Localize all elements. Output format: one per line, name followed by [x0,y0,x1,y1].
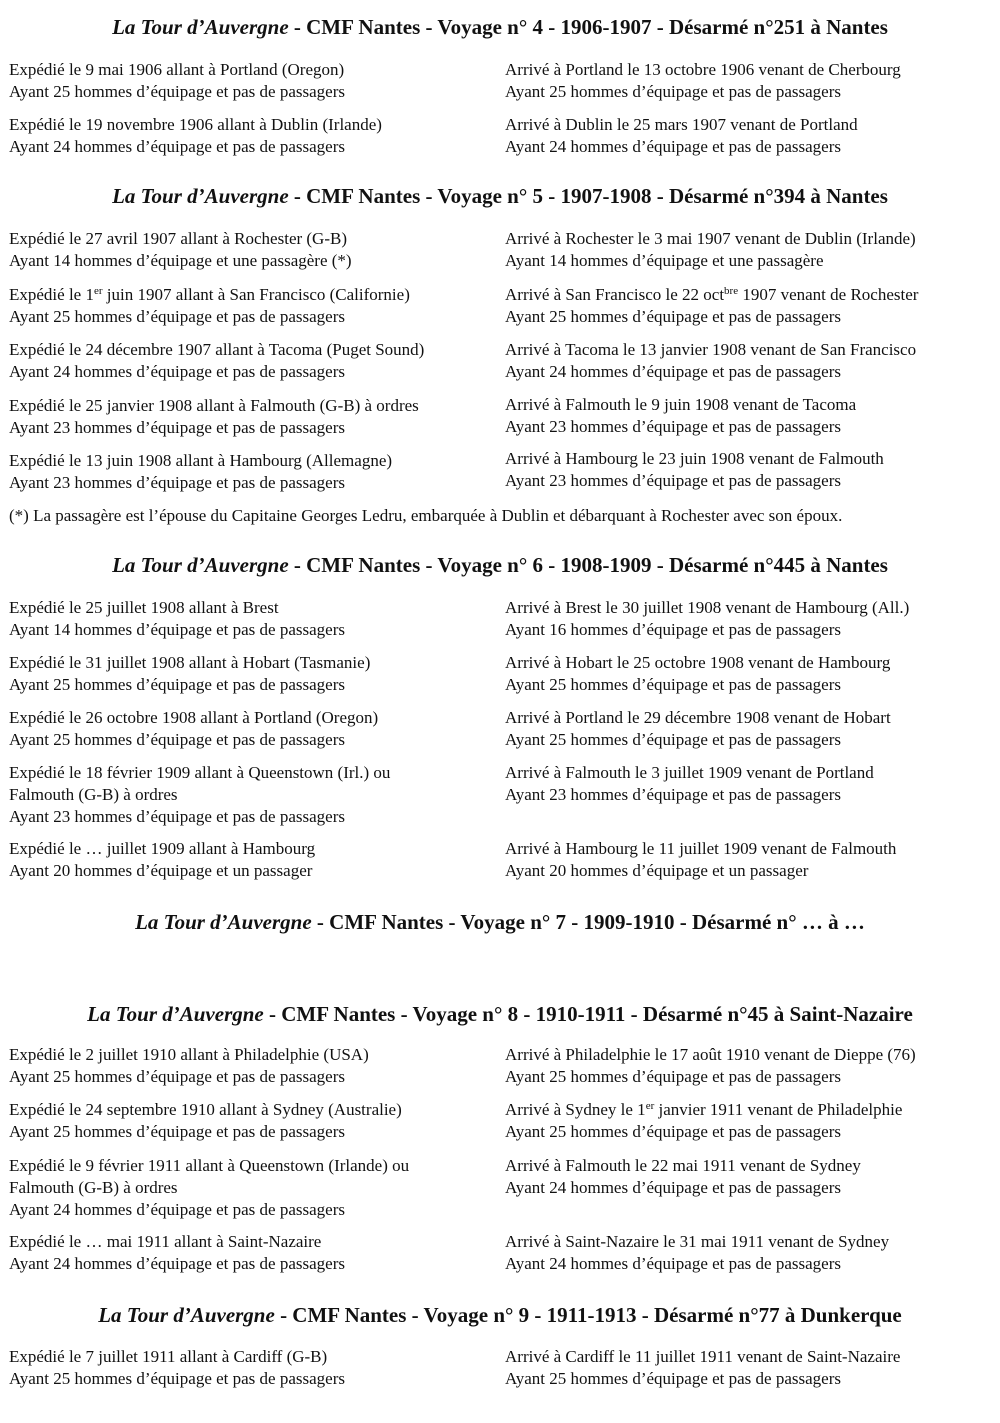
departure-entry [9,339,424,383]
ship-name: La Tour d’Auvergne [98,1303,275,1327]
crew-text: Ayant 24 hommes d’équipage et pas de passagers [9,137,345,156]
crew-text: Ayant 24 hommes d’équipage et pas de passagers [505,362,841,381]
departure-entry [9,450,392,494]
superscript: er [93,285,103,297]
text-part: 1907 venant de Rochester [738,285,919,304]
crew-text: Ayant 25 hommes d’équipage et pas de passagers [505,1369,841,1388]
arrival-entry [505,597,909,641]
crew-text: Ayant 25 hommes d’équipage et pas de passagers [505,675,841,694]
departure-text: Expédié le 26 octobre 1908 allant à Portland (Oregon) [9,708,379,727]
departure-entry [9,284,410,328]
departure-entry [9,597,345,641]
departure-text-continued: Falmouth (G-B) à ordres [9,1178,178,1197]
crew-text: Ayant 16 hommes d’équipage et pas de passagers [505,620,841,639]
departure-text: Expédié le 2 juillet 1910 allant à Philadelphie (USA) [9,1045,369,1064]
text-part: Arrivé à San Francisco le 22 oct [505,285,725,304]
voyage-heading: - CMF Nantes - Voyage n° 4 - 1906-1907 - Désarmé n°251 à Nantes [288,15,888,39]
arrival-entry [505,652,890,696]
crew-text: Ayant 20 hommes d’équipage et un passager [505,861,809,880]
voyage-title [0,1303,1000,1327]
departure-entry [9,652,370,696]
departure-text: Expédié le 9 mai 1906 allant à Portland (Oregon) [9,60,345,79]
crew-text: Ayant 25 hommes d’équipage et pas de passagers [505,1067,841,1086]
arrival-entry [505,114,858,158]
departure-text: Expédié le 19 novembre 1906 allant à Dublin (Irlande) [9,115,382,134]
voyage-title [0,15,1000,39]
departure-text: Expédié le 9 février 1911 allant à Queenstown (Irlande) ou [9,1156,410,1175]
voyage-4-section [0,15,1000,156]
ship-name: La Tour d’Auvergne [112,184,289,208]
ship-name: La Tour d’Auvergne [87,1002,264,1026]
ship-name: La Tour d’Auvergne [112,15,289,39]
crew-text: Ayant 23 hommes d’équipage et pas de passagers [9,807,345,826]
footnote: (*) La passagère est l’épouse du Capitaine Georges Ledru, embarquée à Dublin et débarquant à Rochester avec son époux. [9,506,843,525]
crew-text: Ayant 25 hommes d’équipage et pas de passagers [505,307,841,326]
departure-entry [9,228,352,272]
arrival-entry [505,448,884,492]
arrival-text: Arrivé à Saint-Nazaire le 31 mai 1911 venant de Sydney [505,1232,890,1251]
departure-entry [9,395,419,439]
departure-entry [9,1346,345,1390]
crew-text: Ayant 25 hommes d’équipage et pas de passagers [9,730,345,749]
arrival-text: Arrivé à Hambourg le 23 juin 1908 venant de Falmouth [505,449,884,468]
crew-text: Ayant 24 hommes d’équipage et pas de passagers [505,1254,841,1273]
crew-text: Ayant 25 hommes d’équipage et pas de passagers [505,1122,841,1141]
text-part: juin 1907 allant à San Francisco (Californie) [102,285,410,304]
arrival-text [505,284,918,306]
arrival-entry [505,762,874,806]
departure-text [9,284,410,306]
voyage-heading: - CMF Nantes - Voyage n° 8 - 1910-1911 - Désarmé n°45 à Saint-Nazaire [263,1002,913,1026]
crew-text: Ayant 14 hommes d’équipage et une passagère (*) [9,251,352,270]
crew-text: Ayant 25 hommes d’équipage et pas de passagers [9,82,345,101]
crew-text: Ayant 25 hommes d’équipage et pas de passagers [505,82,841,101]
departure-entry [9,1155,409,1221]
text-part: Expédié le 1 [9,285,94,304]
crew-text: Ayant 25 hommes d’équipage et pas de passagers [9,675,345,694]
departure-entry [9,59,345,103]
crew-text: Ayant 24 hommes d’équipage et pas de passagers [505,137,841,156]
arrival-text: Arrivé à Hobart le 25 octobre 1908 venant de Hambourg [505,653,891,672]
departure-entry [9,1231,345,1275]
arrival-text: Arrivé à Rochester le 3 mai 1907 venant de Dublin (Irlande) [505,229,916,248]
arrival-text: Arrivé à Falmouth le 9 juin 1908 venant de Tacoma [505,395,857,414]
arrival-text: Arrivé à Portland le 29 décembre 1908 venant de Hobart [505,708,891,727]
crew-text: Ayant 20 hommes d’équipage et un passager [9,861,313,880]
ship-name: La Tour d’Auvergne [112,553,289,577]
departure-text: Expédié le 25 janvier 1908 allant à Falmouth (G-B) à ordres [9,396,419,415]
arrival-text: Arrivé à Brest le 30 juillet 1908 venant de Hambourg (All.) [505,598,910,617]
arrival-entry [505,707,891,751]
crew-text: Ayant 25 hommes d’équipage et pas de passagers [9,1369,345,1388]
crew-text: Ayant 23 hommes d’équipage et pas de passagers [9,418,345,437]
crew-text: Ayant 23 hommes d’équipage et pas de passagers [505,417,841,436]
arrival-text [505,1099,902,1121]
crew-text: Ayant 14 hommes d’équipage et pas de passagers [9,620,345,639]
voyage-heading: - CMF Nantes - Voyage n° 7 - 1909-1910 - Désarmé n° … à … [311,910,865,934]
arrival-text: Arrivé à Portland le 13 octobre 1906 venant de Cherbourg [505,60,901,79]
superscript: bre [724,285,739,297]
departure-text: Expédié le 7 juillet 1911 allant à Cardiff (G-B) [9,1347,328,1366]
arrival-text: Arrivé à Cardiff le 11 juillet 1911 venant de Saint-Nazaire [505,1347,901,1366]
arrival-entry [505,1044,916,1088]
voyage-title [0,910,1000,934]
arrival-text: Arrivé à Tacoma le 13 janvier 1908 venant de San Francisco [505,340,917,359]
crew-text: Ayant 14 hommes d’équipage et une passagère [505,251,824,270]
arrival-entry [505,1155,861,1199]
departure-text: Expédié le … mai 1911 allant à Saint-Nazaire [9,1232,322,1251]
departure-entry [9,1044,369,1088]
voyage-6-section [0,553,1000,880]
departure-entry [9,1099,402,1143]
arrival-text: Arrivé à Dublin le 25 mars 1907 venant de Portland [505,115,858,134]
departure-text: Expédié le 31 juillet 1908 allant à Hobart (Tasmanie) [9,653,371,672]
voyage-7-section [0,910,1000,934]
arrival-entry [505,1231,889,1275]
ship-name: La Tour d’Auvergne [135,910,312,934]
crew-text: Ayant 25 hommes d’équipage et pas de passagers [505,730,841,749]
departure-text: Expédié le … juillet 1909 allant à Hambourg [9,839,316,858]
departure-text: Expédié le 13 juin 1908 allant à Hambourg (Allemagne) [9,451,393,470]
arrival-text: Arrivé à Philadelphie le 17 août 1910 venant de Dieppe (76) [505,1045,916,1064]
crew-text: Ayant 24 hommes d’équipage et pas de passagers [9,1200,345,1219]
departure-text: Expédié le 18 février 1909 allant à Queenstown (Irl.) ou [9,763,391,782]
departure-text: Expédié le 24 septembre 1910 allant à Sydney (Australie) [9,1100,402,1119]
crew-text: Ayant 23 hommes d’équipage et pas de passagers [9,473,345,492]
text-part: janvier 1911 venant de Philadelphie [654,1100,903,1119]
crew-text: Ayant 25 hommes d’équipage et pas de passagers [9,1067,345,1086]
superscript: er [645,1100,655,1112]
crew-text: Ayant 24 hommes d’équipage et pas de passagers [9,1254,345,1273]
arrival-entry [505,838,896,882]
arrival-text: Arrivé à Falmouth le 22 mai 1911 venant de Sydney [505,1156,861,1175]
crew-text: Ayant 24 hommes d’équipage et pas de passagers [505,1178,841,1197]
departure-entry [9,707,378,751]
departure-entry [9,762,390,828]
crew-text: Ayant 25 hommes d’équipage et pas de passagers [9,1122,345,1141]
crew-text: Ayant 23 hommes d’équipage et pas de passagers [505,785,841,804]
arrival-entry [505,394,856,438]
arrival-text: Arrivé à Hambourg le 11 juillet 1909 venant de Falmouth [505,839,897,858]
crew-text: Ayant 25 hommes d’équipage et pas de passagers [9,307,345,326]
arrival-text: Arrivé à Falmouth le 3 juillet 1909 venant de Portland [505,763,874,782]
arrival-entry [505,1346,900,1390]
departure-text: Expédié le 24 décembre 1907 allant à Tacoma (Puget Sound) [9,340,425,359]
voyage-title [0,184,1000,208]
departure-text: Expédié le 27 avril 1907 allant à Rochester (G-B) [9,229,347,248]
arrival-entry [505,59,901,103]
arrival-entry [505,1099,902,1143]
voyage-title [0,1002,1000,1026]
arrival-entry [505,228,916,272]
voyage-8-section [0,1002,1000,1273]
voyage-heading: - CMF Nantes - Voyage n° 6 - 1908-1909 - Désarmé n°445 à Nantes [288,553,888,577]
crew-text: Ayant 24 hommes d’équipage et pas de passagers [9,362,345,381]
voyage-heading: - CMF Nantes - Voyage n° 9 - 1911-1913 - Désarmé n°77 à Dunkerque [274,1303,902,1327]
arrival-entry [505,339,916,383]
voyage-5-section [0,184,1000,525]
departure-text-continued: Falmouth (G-B) à ordres [9,785,178,804]
voyage-title [0,553,1000,577]
arrival-entry [505,284,918,328]
departure-entry [9,838,315,882]
voyage-heading: - CMF Nantes - Voyage n° 5 - 1907-1908 - Désarmé n°394 à Nantes [288,184,888,208]
voyage-9-section [0,1303,1000,1388]
text-part: Arrivé à Sydney le 1 [505,1100,646,1119]
departure-entry [9,114,382,158]
crew-text: Ayant 23 hommes d’équipage et pas de passagers [505,471,841,490]
departure-text: Expédié le 25 juillet 1908 allant à Brest [9,598,279,617]
